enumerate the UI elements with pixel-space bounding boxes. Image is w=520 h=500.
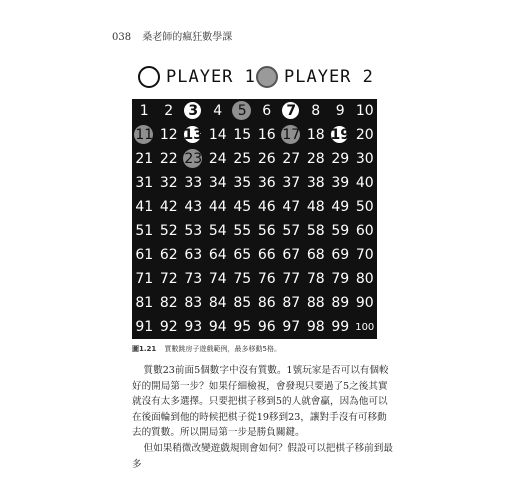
cell-number: 29 (331, 151, 350, 167)
cell-number: 100 (355, 321, 375, 333)
cell-number: 27 (282, 151, 301, 167)
cell-number: 71 (135, 271, 154, 287)
board-cell-50 (353, 195, 378, 219)
board-cell-75 (230, 267, 255, 291)
board-cell-98 (304, 315, 329, 339)
cell-number: 13 (183, 127, 203, 143)
cell-number: 52 (159, 223, 178, 239)
board-cell-80 (353, 267, 378, 291)
board-cell-20 (353, 123, 378, 147)
board-cell-57 (279, 219, 304, 243)
board-cell-37 (279, 171, 304, 195)
board-cell-12 (157, 123, 182, 147)
caption-text: 質數跳房子遊戲範例，最多移動5格。 (164, 345, 281, 353)
cell-number: 2 (164, 103, 174, 119)
board-cell-25 (230, 147, 255, 171)
board-cell-38 (304, 171, 329, 195)
board-cell-55 (230, 219, 255, 243)
board-cell-56 (255, 219, 280, 243)
board-cell-54 (206, 219, 231, 243)
cell-number: 12 (159, 127, 178, 143)
board-cell-78 (304, 267, 329, 291)
board-cell-14 (206, 123, 231, 147)
board-cell-64 (206, 243, 231, 267)
cell-number: 7 (286, 103, 297, 119)
board-cell-89 (328, 291, 353, 315)
cell-number: 59 (331, 223, 350, 239)
cell-number: 57 (282, 223, 301, 239)
board-cell-93 (181, 315, 206, 339)
board-cell-70 (353, 243, 378, 267)
cell-number: 5 (237, 103, 247, 119)
board-cell-87 (279, 291, 304, 315)
cell-number: 24 (208, 151, 227, 167)
legend-player-1 (138, 66, 256, 88)
cell-number: 39 (331, 175, 350, 191)
board-cell-1 (132, 99, 157, 123)
cell-number: 23 (184, 151, 203, 167)
cell-number: 42 (159, 199, 178, 215)
cell-number: 4 (213, 103, 223, 119)
cell-number: 99 (331, 319, 350, 335)
cell-number: 78 (306, 271, 325, 287)
board-cell-83 (181, 291, 206, 315)
cell-number: 75 (233, 271, 252, 287)
cell-number: 86 (257, 295, 276, 311)
board-cell-23 (181, 147, 206, 171)
cell-number: 6 (262, 103, 272, 119)
cell-number: 80 (355, 271, 374, 287)
cell-number: 26 (257, 151, 276, 167)
board-cell-59 (328, 219, 353, 243)
board-cell-61 (132, 243, 157, 267)
board-cell-45 (230, 195, 255, 219)
board-cell-28 (304, 147, 329, 171)
board-cell-11 (132, 123, 157, 147)
cell-number: 14 (208, 127, 227, 143)
cell-number: 64 (208, 247, 227, 263)
cell-number: 22 (159, 151, 178, 167)
paragraph: 質數23前面5個數字中沒有質數。1號玩家是否可以有個較好的開局第一步？如果仔細檢視，會發現只要過了5之後其實就沒有太多選擇。只要把棋子移到5的人就會贏，因為他可以在後面輪到他的時候把棋子從19移到23，讓對手沒有可移動去的質數。所以開局第一步是勝負關鍵。 (132, 365, 389, 439)
cell-number: 89 (331, 295, 350, 311)
board-cell-86 (255, 291, 280, 315)
player-1-label: PLAYER 1 (166, 67, 256, 87)
board-cell-46 (255, 195, 280, 219)
board-cell-97 (279, 315, 304, 339)
board-cell-60 (353, 219, 378, 243)
board-cell-3 (181, 99, 206, 123)
cell-number: 37 (282, 175, 301, 191)
board-cell-2 (157, 99, 182, 123)
board-cell-81 (132, 291, 157, 315)
cell-number: 11 (135, 127, 154, 143)
board-cell-4 (206, 99, 231, 123)
board-cell-76 (255, 267, 280, 291)
cell-number: 82 (159, 295, 178, 311)
cell-number: 74 (208, 271, 227, 287)
cell-number: 83 (184, 295, 203, 311)
board-cell-43 (181, 195, 206, 219)
gray-token-icon (256, 66, 278, 88)
board-cell-35 (230, 171, 255, 195)
cell-number: 73 (184, 271, 203, 287)
board-cell-13 (181, 123, 206, 147)
cell-number: 38 (306, 175, 325, 191)
cell-number: 79 (331, 271, 350, 287)
cell-number: 93 (184, 319, 203, 335)
body-text (132, 363, 394, 472)
cell-number: 68 (306, 247, 325, 263)
cell-number: 88 (306, 295, 325, 311)
board-cell-7 (279, 99, 304, 123)
board-cell-32 (157, 171, 182, 195)
cell-number: 21 (135, 151, 154, 167)
cell-number: 25 (233, 151, 252, 167)
cell-number: 56 (257, 223, 276, 239)
book-title: 桑老師的瘋狂數學課 (142, 32, 233, 43)
cell-number: 76 (257, 271, 276, 287)
board-cell-58 (304, 219, 329, 243)
cell-number: 48 (306, 199, 325, 215)
board-cell-33 (181, 171, 206, 195)
cell-number: 44 (208, 199, 227, 215)
board-cell-22 (157, 147, 182, 171)
board-cell-41 (132, 195, 157, 219)
board-cell-49 (328, 195, 353, 219)
board-cell-62 (157, 243, 182, 267)
board-cell-94 (206, 315, 231, 339)
paragraph: 但如果稍微改變遊戲規則會如何？假設可以把棋子移前到最多 (132, 442, 393, 470)
cell-number: 63 (184, 247, 203, 263)
board-cell-8 (304, 99, 329, 123)
cell-number: 45 (233, 199, 252, 215)
board-cell-72 (157, 267, 182, 291)
cell-number: 58 (306, 223, 325, 239)
cell-number: 1 (139, 103, 149, 119)
board-cell-5 (230, 99, 255, 123)
cell-number: 3 (188, 103, 199, 119)
board-cell-34 (206, 171, 231, 195)
board-cell-66 (255, 243, 280, 267)
cell-number: 46 (257, 199, 276, 215)
page-number: 038 (112, 32, 132, 43)
board-cell-24 (206, 147, 231, 171)
board-cell-44 (206, 195, 231, 219)
cell-number: 18 (306, 127, 325, 143)
board-cell-26 (255, 147, 280, 171)
cell-number: 16 (257, 127, 276, 143)
board-cell-96 (255, 315, 280, 339)
cell-number: 60 (355, 223, 374, 239)
board-cell-100 (353, 315, 378, 339)
board-cell-52 (157, 219, 182, 243)
board-cell-15 (230, 123, 255, 147)
cell-number: 9 (335, 103, 345, 119)
cell-number: 10 (355, 103, 374, 119)
board-cell-10 (353, 99, 378, 123)
board-cell-71 (132, 267, 157, 291)
board-cell-31 (132, 171, 157, 195)
cell-number: 66 (257, 247, 276, 263)
cell-number: 98 (306, 319, 325, 335)
cell-number: 70 (355, 247, 374, 263)
cell-number: 90 (355, 295, 374, 311)
cell-number: 91 (135, 319, 154, 335)
cell-number: 92 (159, 319, 178, 335)
legend-player-2 (256, 66, 374, 88)
cell-number: 41 (135, 199, 154, 215)
cell-number: 20 (355, 127, 374, 143)
board-cell-21 (132, 147, 157, 171)
board-cell-73 (181, 267, 206, 291)
cell-number: 97 (282, 319, 301, 335)
player-legend (138, 66, 378, 96)
cell-number: 8 (311, 103, 321, 119)
cell-number: 36 (257, 175, 276, 191)
cell-number: 53 (184, 223, 203, 239)
board-cell-95 (230, 315, 255, 339)
board-cell-84 (206, 291, 231, 315)
cell-number: 95 (233, 319, 252, 335)
board-cell-27 (279, 147, 304, 171)
cell-number: 40 (355, 175, 374, 191)
board-cell-17 (279, 123, 304, 147)
cell-number: 69 (331, 247, 350, 263)
cell-number: 31 (135, 175, 154, 191)
cell-number: 54 (208, 223, 227, 239)
cell-number: 61 (135, 247, 154, 263)
figure-caption (132, 344, 281, 354)
cell-number: 30 (355, 151, 374, 167)
board-cell-53 (181, 219, 206, 243)
board-cell-68 (304, 243, 329, 267)
board-cell-82 (157, 291, 182, 315)
cell-number: 96 (257, 319, 276, 335)
cell-number: 19 (330, 127, 350, 143)
cell-number: 55 (233, 223, 252, 239)
board-cell-30 (353, 147, 378, 171)
cell-number: 94 (208, 319, 227, 335)
cell-number: 43 (184, 199, 203, 215)
board-cell-18 (304, 123, 329, 147)
board-cell-40 (353, 171, 378, 195)
board-cell-79 (328, 267, 353, 291)
cell-number: 32 (159, 175, 178, 191)
number-board (132, 99, 377, 339)
cell-number: 28 (306, 151, 325, 167)
board-cell-48 (304, 195, 329, 219)
cell-number: 67 (282, 247, 301, 263)
board-cell-69 (328, 243, 353, 267)
cell-number: 17 (282, 127, 301, 143)
cell-number: 62 (159, 247, 178, 263)
cell-number: 85 (233, 295, 252, 311)
board-cell-16 (255, 123, 280, 147)
board-cell-99 (328, 315, 353, 339)
board-cell-29 (328, 147, 353, 171)
board-cell-91 (132, 315, 157, 339)
board-cell-74 (206, 267, 231, 291)
figure-number: 圖1.21 (132, 345, 157, 353)
board-cell-36 (255, 171, 280, 195)
cell-number: 84 (208, 295, 227, 311)
board-cell-63 (181, 243, 206, 267)
cell-number: 77 (282, 271, 301, 287)
page-header (112, 28, 232, 43)
cell-number: 65 (233, 247, 252, 263)
board-cell-67 (279, 243, 304, 267)
cell-number: 49 (331, 199, 350, 215)
board-cell-51 (132, 219, 157, 243)
board-cell-77 (279, 267, 304, 291)
cell-number: 51 (135, 223, 154, 239)
board-cell-92 (157, 315, 182, 339)
cell-number: 34 (208, 175, 227, 191)
cell-number: 33 (184, 175, 203, 191)
white-token-icon (138, 66, 160, 88)
cell-number: 87 (282, 295, 301, 311)
cell-number: 47 (282, 199, 301, 215)
board-cell-85 (230, 291, 255, 315)
board-cell-88 (304, 291, 329, 315)
cell-number: 50 (355, 199, 374, 215)
board-cell-39 (328, 171, 353, 195)
player-2-label: PLAYER 2 (284, 67, 374, 87)
board-cell-19 (328, 123, 353, 147)
board-cell-90 (353, 291, 378, 315)
board-cell-42 (157, 195, 182, 219)
cell-number: 72 (159, 271, 178, 287)
cell-number: 81 (135, 295, 154, 311)
board-cell-47 (279, 195, 304, 219)
cell-number: 35 (233, 175, 252, 191)
cell-number: 15 (233, 127, 252, 143)
board-cell-9 (328, 99, 353, 123)
board-cell-6 (255, 99, 280, 123)
board-cell-65 (230, 243, 255, 267)
